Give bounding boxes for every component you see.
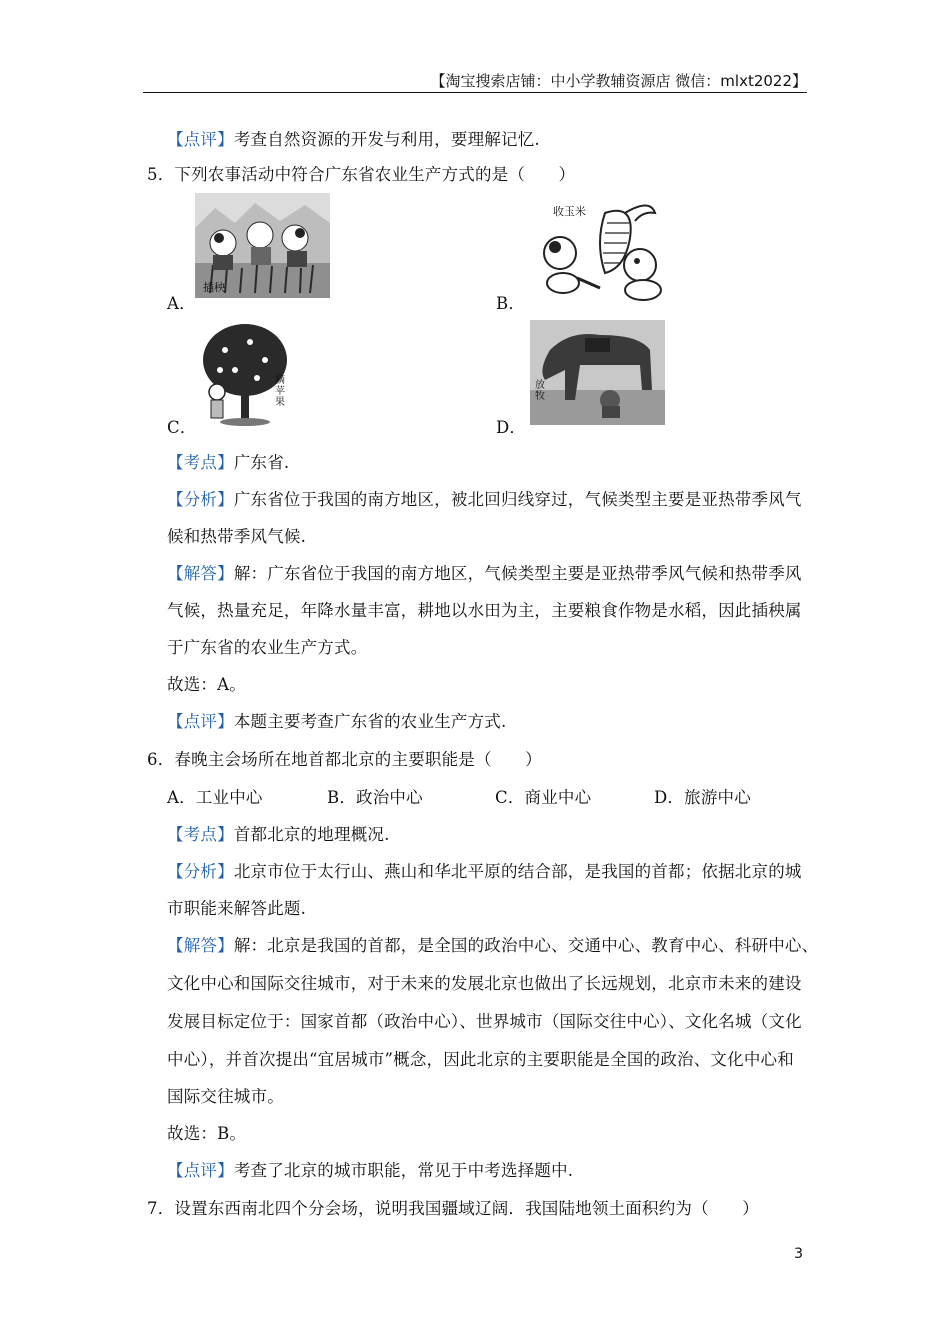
fenxi-5-line-1 <box>167 486 802 510</box>
fenxi-tag: 【分析】 <box>167 490 234 509</box>
review-text: 考查自然资源的开发与利用，要理解记忆. <box>233 130 540 149</box>
q6-option-a: A．工业中心 <box>167 788 263 807</box>
option-a-label: A． <box>167 294 196 313</box>
jieda-6-line-2: 文化中心和国际交往城市，对于未来的发展北京也做出了长远规划，北京市未来的建设 <box>167 974 802 993</box>
dianping-tag: 【点评】 <box>167 1161 234 1180</box>
q6-option-c: C．商业中心 <box>495 788 592 807</box>
option-b-image-caption: 收玉米 <box>553 205 586 218</box>
question-5: 5．下列农事活动中符合广东省农业生产方式的是（ ） <box>147 165 576 184</box>
kaodian-text: 首都北京的地理概况. <box>233 825 390 844</box>
dianping-text: 考查了北京的城市职能，常见于中考选择题中. <box>233 1161 574 1180</box>
dianping-6 <box>167 1157 573 1181</box>
option-d-label: D． <box>496 418 527 437</box>
jieda-text: 解：北京是我国的首都，是全国的政治中心、交通中心、教育中心、科研中心、 <box>233 936 819 955</box>
question-7: 7．设置东西南北四个分会场，说明我国疆域辽阔．我国陆地领土面积约为（ ） <box>147 1199 759 1218</box>
page-header: 【淘宝搜索店铺：中小学教辅资源店 微信：mlxt2022】 <box>430 72 807 90</box>
answer-6: 故选：B。 <box>167 1124 247 1143</box>
jieda-6-line-4: 中心），并首次提出“宜居城市”概念，因此北京的主要职能是全国的政治、文化中心和 <box>167 1050 794 1069</box>
kaodian-tag: 【考点】 <box>167 453 234 472</box>
review-comment-4 <box>167 126 540 150</box>
option-b-label: B． <box>496 294 526 313</box>
option-a-image-caption: 插秧 <box>203 281 225 294</box>
dianping-5 <box>167 708 506 732</box>
fenxi-tag: 【分析】 <box>167 862 234 881</box>
jieda-6-line-5: 国际交往城市。 <box>167 1087 284 1106</box>
fenxi-6-line-2: 市职能来解答此题. <box>167 899 307 918</box>
jieda-5-line-3: 于广东省的农业生产方式。 <box>167 638 368 657</box>
fenxi-6-line-1 <box>167 858 802 882</box>
answer-5: 故选：A。 <box>167 675 246 694</box>
jieda-5-line-2: 气候，热量充足，年降水量丰富，耕地以水田为主，主要粮食作物是水稻，因此插秧属 <box>167 601 802 620</box>
option-d-image-caption: 放牧 <box>535 380 545 402</box>
jieda-text: 解：广东省位于我国的南方地区，气候类型主要是亚热带季风气候和热带季风 <box>233 564 802 583</box>
option-c-image-caption: 摘苹果 <box>275 375 285 408</box>
option-b-image <box>525 193 665 303</box>
q6-option-b: B．政治中心 <box>327 788 423 807</box>
kaodian-6 <box>167 821 390 845</box>
jieda-5-line-1 <box>167 560 802 584</box>
fenxi-5-line-2: 候和热带季风气候. <box>167 527 307 546</box>
fenxi-text: 广东省位于我国的南方地区，被北回归线穿过，气候类型主要是亚热带季风气 <box>233 490 802 509</box>
jieda-tag: 【解答】 <box>167 564 234 583</box>
dianping-tag: 【点评】 <box>167 712 234 731</box>
jieda-6-line-3: 发展目标定位于：国家首都（政治中心）、世界城市（国际交往中心）、文化名城（文化 <box>167 1012 802 1031</box>
page-number: 3 <box>794 1246 803 1262</box>
option-d-image <box>530 320 665 425</box>
header-divider <box>143 92 807 93</box>
jieda-tag: 【解答】 <box>167 936 234 955</box>
q6-option-d: D．旅游中心 <box>654 788 751 807</box>
dianping-text: 本题主要考查广东省的农业生产方式. <box>233 712 507 731</box>
option-c-image <box>195 320 295 428</box>
kaodian-tag: 【考点】 <box>167 825 234 844</box>
kaodian-text: 广东省. <box>233 453 290 472</box>
fenxi-text: 北京市位于太行山、燕山和华北平原的结合部，是我国的首都；依据北京的城 <box>233 862 802 881</box>
question-6: 6．春晚主会场所在地首都北京的主要职能是（ ） <box>147 750 542 769</box>
kaodian-5 <box>167 449 289 473</box>
option-a-image <box>195 193 330 298</box>
option-c-label: C． <box>167 418 197 437</box>
review-tag: 【点评】 <box>167 130 234 149</box>
jieda-6-line-1 <box>167 932 818 956</box>
